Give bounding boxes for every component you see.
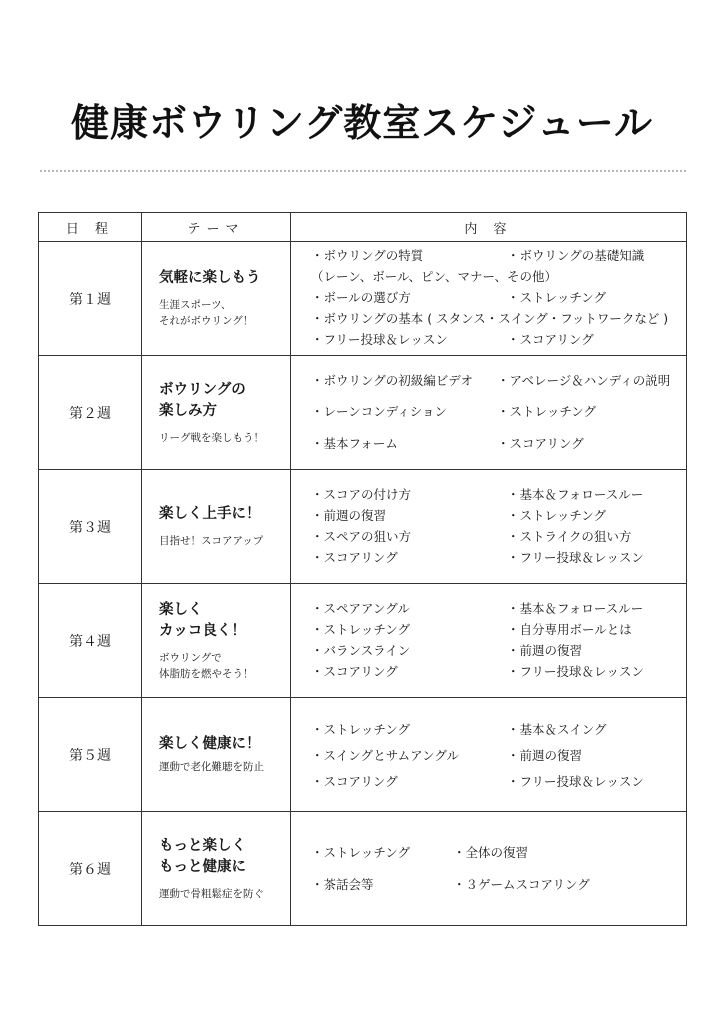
content-item: ・ストレッチング — [311, 722, 411, 737]
content-item: ・スペアの狙い方 — [311, 529, 412, 544]
content-cell — [291, 356, 687, 470]
content-item: ・基本＆フォロースルー — [507, 487, 644, 502]
table-row-week-6 — [39, 812, 687, 926]
content-cell — [291, 812, 687, 926]
content-cell — [291, 242, 687, 356]
week-label: 第３週 — [39, 470, 142, 584]
content-item: ・スイングとサムアングル — [311, 748, 460, 763]
theme-cell — [142, 356, 291, 470]
content-item: ・ストライクの狙い方 — [507, 529, 632, 544]
content-item: ・ストレッチング — [311, 845, 411, 860]
week-label: 第５週 — [39, 698, 142, 812]
content-item: ・バランスライン — [311, 643, 411, 658]
theme-subtitle — [159, 886, 290, 902]
theme-title-line: 楽しみ方 — [159, 402, 217, 419]
theme-title — [159, 734, 290, 755]
theme-title-line: もっと健康に — [159, 858, 246, 875]
content-item: ・ストレッチング — [507, 508, 607, 523]
content-item: ・茶話会等 — [311, 877, 374, 892]
content-item: ・３ゲームスコアリング — [453, 877, 590, 892]
content-item: ・自分専用ボールとは — [507, 622, 632, 637]
theme-subtitle — [159, 297, 290, 329]
theme-subtitle — [159, 430, 290, 446]
content-cell — [291, 584, 687, 698]
header-content: 内 容 — [291, 213, 687, 242]
theme-title-line: ボウリングの — [159, 381, 246, 398]
theme-cell — [142, 584, 291, 698]
theme-sub-line: 運動で骨粗鬆症を防ぐ — [159, 887, 264, 900]
theme-sub-line: それがボウリング！ — [159, 315, 254, 327]
table-row-week-1 — [39, 242, 687, 356]
theme-subtitle — [159, 650, 290, 682]
theme-title — [159, 836, 290, 878]
theme-cell — [142, 242, 291, 356]
content-item: （レーン、ボール、ピン、マナー、その他） — [311, 269, 558, 284]
theme-cell — [142, 470, 291, 584]
theme-title-line: カッコ良く！ — [159, 622, 246, 639]
theme-sub-line: 運動で老化難聴を防止 — [159, 761, 264, 773]
theme-title-line: 気軽に楽しもう — [159, 270, 261, 286]
content-item: ・前週の復習 — [507, 748, 583, 763]
week-label: 第６週 — [39, 812, 142, 926]
content-item: ・スコアリング — [507, 332, 594, 347]
content-item: ・ボウリングの特質 — [311, 248, 424, 263]
schedule-table — [38, 212, 687, 926]
content-item: ・フリー投球＆レッスン — [507, 664, 644, 679]
theme-title — [159, 504, 290, 525]
content-cell — [291, 698, 687, 812]
theme-sub-line: 生涯スポーツ、 — [159, 299, 232, 311]
content-cell — [291, 470, 687, 584]
week-label: 第４週 — [39, 584, 142, 698]
content-item: ・前週の復習 — [507, 643, 583, 658]
content-item: ・前週の復習 — [311, 508, 387, 523]
content-item: ・フリー投球＆レッスン — [311, 332, 448, 347]
table-row-week-5 — [39, 698, 687, 812]
content-item: ・スコアの付け方 — [311, 487, 412, 502]
theme-sub-line: ボウリングで — [159, 651, 222, 664]
header-date: 日 程 — [39, 213, 142, 242]
table-row-week-4 — [39, 584, 687, 698]
table-row-week-2 — [39, 356, 687, 470]
content-item: ・レーンコンディション — [311, 404, 448, 419]
theme-title-line: 楽しく健康に！ — [159, 736, 261, 752]
dotted-divider — [40, 170, 686, 172]
content-item: ・ストレッチング — [311, 622, 411, 637]
theme-title — [159, 380, 290, 422]
table-header-row — [39, 213, 687, 242]
content-item: ・フリー投球＆レッスン — [507, 774, 644, 789]
theme-subtitle — [159, 533, 290, 549]
theme-cell — [142, 698, 291, 812]
theme-title-line: 楽しく — [159, 601, 203, 618]
theme-sub-line: リーグ戦を楽しもう！ — [159, 431, 264, 444]
content-item: ・ストレッチング — [497, 404, 597, 419]
content-item: ・ボウリングの初級編ビデオ — [311, 373, 474, 388]
content-item: ・アベレージ＆ハンディの説明 — [497, 373, 671, 388]
theme-title — [159, 268, 290, 289]
content-item: ・スコアリング — [497, 436, 584, 451]
theme-cell — [142, 812, 291, 926]
content-item: ・基本＆スイング — [507, 722, 607, 737]
theme-title-line: 楽しく上手に！ — [159, 506, 261, 522]
content-item: ・ボウリングの基本 ( スタンス・スイング・フットワークなど ) — [311, 311, 669, 326]
content-item: ・ストレッチング — [507, 290, 607, 305]
theme-sub-line: 体脂肪を燃やそう！ — [159, 667, 254, 680]
theme-sub-line: 目指せ！スコアアップ — [159, 535, 264, 547]
content-item: ・基本＆フォロースルー — [507, 601, 644, 616]
content-item: ・スコアリング — [311, 550, 398, 565]
theme-title — [159, 600, 290, 642]
content-item: ・基本フォーム — [311, 436, 398, 451]
table-row-week-3 — [39, 470, 687, 584]
content-item: ・ボウリングの基礎知識 — [507, 248, 645, 263]
page-title: 健康ボウリング教室スケジュール — [71, 101, 653, 145]
week-label: 第１週 — [39, 242, 142, 356]
content-item: ・全体の復習 — [453, 845, 529, 860]
content-item: ・スペアアングル — [311, 601, 410, 616]
theme-subtitle — [159, 759, 290, 775]
content-item: ・ボールの選び方 — [311, 290, 411, 305]
content-item: ・スコアリング — [311, 664, 398, 679]
theme-title-line: もっと楽しく — [159, 837, 246, 854]
header-theme: テーマ — [142, 213, 291, 242]
week-label: 第２週 — [39, 356, 142, 470]
content-item: ・スコアリング — [311, 774, 398, 789]
content-item: ・フリー投球＆レッスン — [507, 550, 644, 565]
